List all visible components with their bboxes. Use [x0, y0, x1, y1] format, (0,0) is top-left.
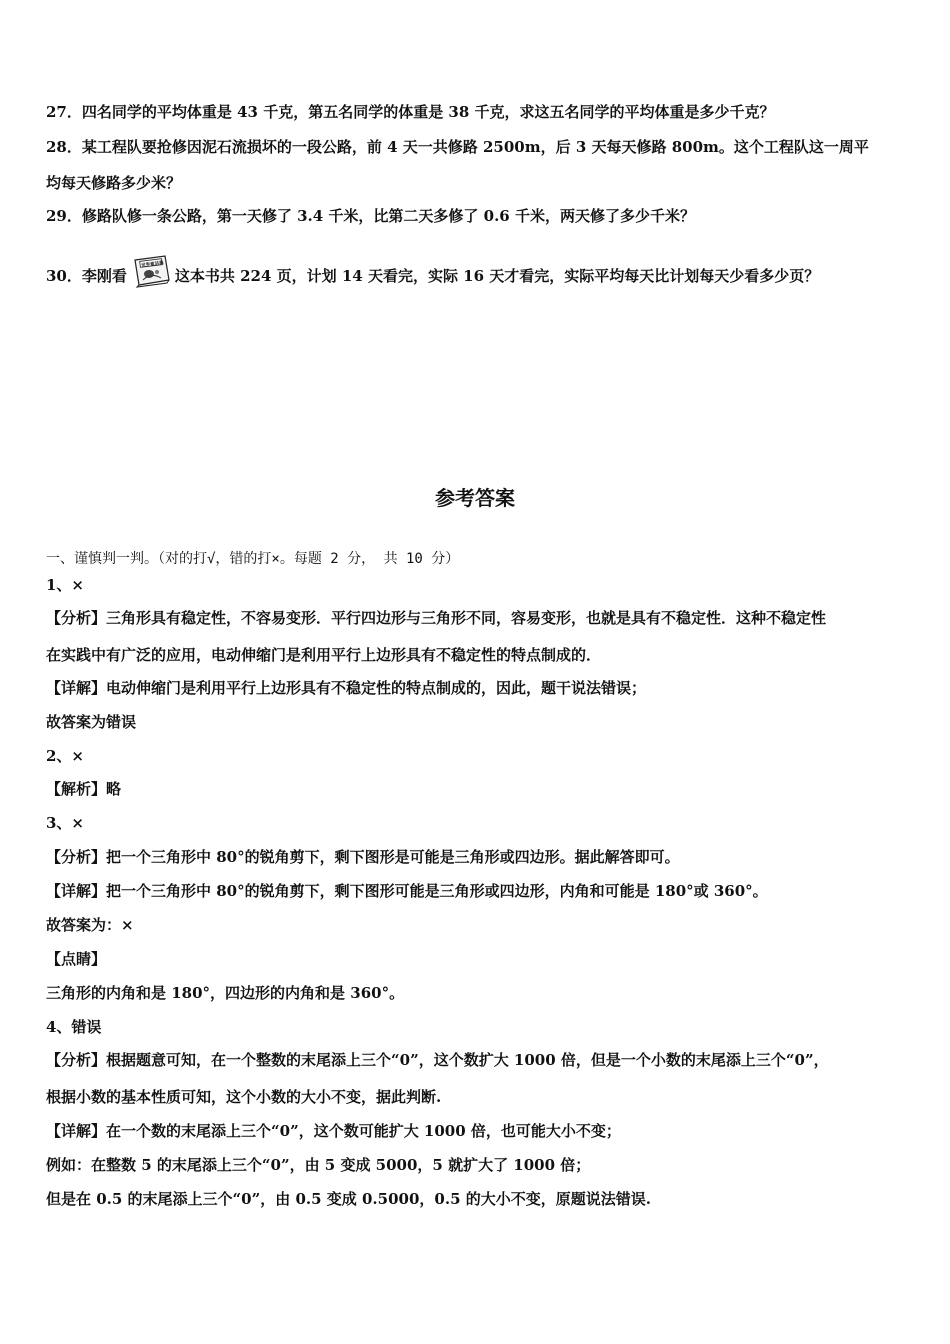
answer-1-analysis-line2: 在实践中有广泛的应用，电动伸缩门是利用平行上边形具有不稳定性的特点制成的．	[46, 646, 602, 664]
answer-4-analysis-line2: 根据小数的基本性质可知，这个小数的大小不变，据此判断.	[46, 1088, 442, 1106]
book-icon	[131, 254, 173, 288]
answer-2-analysis: 【解析】略	[46, 780, 122, 798]
answer-3-tip: 三角形的内角和是 180°，四边形的内角和是 360°。	[46, 984, 405, 1002]
answer-4-analysis-line1: 【分析】根据题意可知，在一个整数的末尾添上三个“0”，这个数扩大 1000 倍，但是一个小数的末尾添上三个“0”，	[46, 1051, 829, 1069]
question-30-suffix: 这本书共 224 页，计划 14 天看完，实际 16 天才看完，实际平均每天比计划每天少看多少页？	[174, 267, 820, 285]
answer-3-detail: 【详解】把一个三角形中 80°的锐角剪下，剩下图形可能是三角形或四边形，内角和可能是 180°或 360°。	[46, 882, 768, 900]
answer-3-tip-label: 【点睛】	[46, 950, 107, 968]
answer-1: 1、×	[46, 576, 85, 594]
question-30-prefix: 30．李刚看	[46, 267, 127, 285]
question-28-line2: 均每天修路多少米？	[46, 174, 182, 192]
section-1-heading: 一、谨慎判一判。（对的打√，错的打×。每题 2 分， 共 10 分）	[46, 551, 460, 567]
answer-1-analysis-line1: 【分析】三角形具有稳定性，不容易变形．平行四边形与三角形不同，容易变形，也就是具有不稳定性．这种不稳定性	[46, 609, 827, 627]
question-29: 29．修路队修一条公路，第一天修了 3.4 千米，比第二天多修了 0.6 千米，两天修了多少千米？	[46, 207, 695, 225]
answer-4: 4、错误	[46, 1018, 102, 1036]
answer-3-conclusion: 故答案为：×	[46, 916, 134, 934]
answer-3: 3、×	[46, 814, 85, 832]
question-28-line1: 28．某工程队要抢修因泥石流损坏的一段公路，前 4 天一共修路 2500m，后 3 天每天修路 800m。这个工程队这一周平	[46, 138, 869, 156]
question-27: 27．四名同学的平均体重是 43 千克，第五名同学的体重是 38 千克，求这五名同学的平均体重是多少千克？	[46, 103, 775, 121]
answer-2: 2、×	[46, 747, 85, 765]
answer-1-detail: 【详解】电动伸缩门是利用平行上边形具有不稳定性的特点制成的，因此，题干说法错误；	[46, 679, 647, 697]
answer-4-example-2: 但是在 0.5 的末尾添上三个“0”，由 0.5 变成 0.5000，0.5 的大小不变，原题说法错误.	[46, 1190, 651, 1208]
answer-4-example: 例如：在整数 5 的末尾添上三个“0”，由 5 变成 5000，5 就扩大了 1000 倍；	[46, 1156, 591, 1174]
answer-3-analysis: 【分析】把一个三角形中 80°的锐角剪下，剩下图形是可能是三角形或四边形。据此解答即可。	[46, 848, 680, 866]
book-label: 世界童话集	[140, 260, 164, 269]
question-30	[46, 260, 908, 288]
answer-4-detail: 【详解】在一个数的末尾添上三个“0”，这个数可能扩大 1000 倍，也可能大小不变；	[46, 1122, 621, 1140]
answer-1-conclusion: 故答案为错误	[46, 713, 137, 731]
answers-title: 参考答案	[435, 486, 515, 510]
